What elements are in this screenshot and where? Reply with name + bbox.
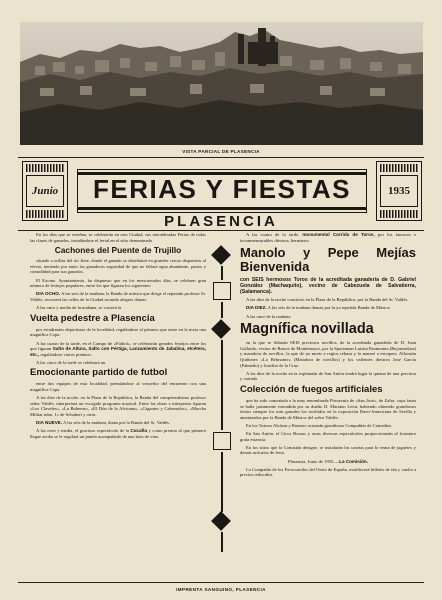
casetas-text: En los sitios que la Comisión designe, se instalarán las casetas para la venta de juguetes y demás artículos de feria. (240, 444, 416, 456)
heading-futbol: Emocionante partido de futbol (30, 367, 168, 379)
teatros-text: En los Teatros Alcázar y Romero actuarán grandiosas Compañías de Comedias. (246, 422, 393, 428)
pirotecnia-text: que ha sido contratada a la muy renombrada Pirotecnia de «San José», de Zafra, cuya fama se halla justamente extendida por su dueño D. Mariano León, habiendo obtenido grandiosos éxitos siempre los más grandes los recibidos en la exposición Ibero-Americana de Sevilla y amenizados por la Banda de Música del señor Valdés. (240, 397, 416, 420)
ferrocarriles-text: La Compañía de los Ferrocarriles del Oeste de España, establecerá billetes de ida y vuelta a precios reducidos. (240, 466, 416, 478)
month-label: Junio (31, 185, 59, 197)
novillada-text: en la que se lidiarán SEIS preciosos novillos, de la acreditada ganadería de D. Juan Gallardo, vecino de Barros de Montemayor, por la Sportsman Luisita Paramonta (Rejoneadora) y matadora de novillos, la que de no morir a regíos rehusa y la mataré a estoques; Alfonsita Quiñones «La Belmonte» (Matadora de novillos) y los valientes diestros José García (Palmeño) y Josefito de la Cruz. (240, 340, 416, 368)
main-title: FERIAS Y FIESTAS (92, 174, 352, 204)
left-column (30, 232, 206, 442)
year-label: 1935 (388, 185, 410, 197)
san-anton-text: A las diez de la noche en la explanada de San Antón tendrá lugar la quema de una preciosa y variada (240, 370, 416, 382)
dia-nueve-label: DIA NUEVE. (36, 420, 63, 426)
title-frame (77, 169, 367, 213)
town-panorama-photo (20, 22, 423, 145)
heading-cachones: Cachones del Puente de Trujillo (54, 245, 182, 256)
printer-credit: IMPRENTA SANGUINO, PLASENCIA (176, 587, 266, 592)
month-box (22, 161, 68, 221)
heading-vuelta: Vuelta pedestre a Plasencia (30, 312, 155, 324)
dia-diez-text: DIA DIEZ. A las seis de la mañana dianas por la ya repetida Banda de Música. (246, 305, 391, 311)
cucana-text: A las once y media, el gracioso espectáculo de la Cucaña y como premio al que primero llegue arriba se le regalará un jamón acompañado de una bota de vino. (30, 428, 206, 439)
once-media-text: A las once y media de la mañana, se correrá la (36, 305, 122, 311)
ganaderia-text: con SEIS hermosos Toros de la acreditada ganadería de D. Gabriel González (Machaquito), vecino de Cabezuela de Salvatierra, (Salamanca). (240, 277, 416, 296)
corrida-intro-text: A las cuatro de la tarde, monumental Corrida de Toros, por los famosos e inconmensurables diestros, hermanos (240, 232, 417, 243)
cachones-text: situado a orillas del río Jerte, donde el ganado se distribuirá en grandes cercas dispuestas al efecto, teniendo por tanto los ganaderos seguridad de que no faltará agua abundante, pastos y comodidad para sus ganados. (30, 258, 206, 275)
dia-ocho-text: DIA OCHO. A las seis de la mañana, la Banda de música que dirige el reputado profesor Sr. Valdés, recorrerá las calles de la Ciudad tocando alegres dianas. (30, 291, 206, 302)
city-title: PLASENCIA (164, 213, 278, 230)
right-column (240, 232, 416, 481)
heading-novillada: Magnífica novillada (240, 321, 374, 338)
intro-text: En los días que se reseñan, se celebrarán en esta Ciudad, sus renombradas Ferias de todas las clases de ganados, instalándose el ferial en el sitio denominado (30, 232, 206, 243)
concierto-text: A las diez de la noche, en la Plaza de la República, la Banda del competentísimo profesor señor Valdés, interpretará un escogido programa musical. Entre las obras a interpretar figuran «Los Claveles», «La Boheme», «El Dúo de la Africana», «Gigantes y Cabezudos», «Marcha Militar núm. 1» de Schubert y otras. (30, 395, 206, 418)
dia-diez-label: DIA DIEZ. (246, 305, 267, 311)
dia-nueve-text: DIA NUEVE. A las seis de la mañana, diana por la Banda del Sr. Valdés. (36, 420, 170, 426)
photo-caption: VISTA PARCIAL DE PLASENCIA (182, 149, 260, 154)
year-box (376, 161, 422, 221)
partido-intro-text: A las cinco de la tarde se celebrará un (36, 359, 106, 365)
dia-ocho-label: DIA OCHO. (36, 291, 61, 297)
heading-bienvenida: Manolo y Pepe Mejías Bienvenida (240, 245, 416, 275)
once-manana-text: A las once de la mañana (246, 313, 291, 319)
heading-fuegos: Colección de fuegos artificiales (240, 383, 383, 395)
ayuntamiento-text: El Excmo. Ayuntamiento, ha dispuesto que en los mencionados días, se celebren gran número de festejos populares, entre los que figuran los siguientes: (30, 277, 206, 289)
signature-line: Plasencia, Junio de 1935.—La Comisión. (287, 458, 368, 464)
vuelta-text: por estudiantes deportistas de la localidad, regalándose al primero que entre en la meta una magnífica Copa. (30, 326, 206, 338)
circo-text: En San Antón, el Circo Borzas y otras diversas espectáculos proporcionarán al forastero grata estancia. (240, 431, 416, 442)
bottom-rule (18, 582, 424, 583)
center-ornament (211, 244, 233, 560)
concierto-noche-text: A las diez de la noche concierto en la Plaza de la República, por la Banda del Sr. Valdés. (246, 297, 409, 303)
futbol-text: entre dos equipos de esta localidad, premiándose al vencedor del encuentro con una magnífica Copa. (30, 381, 206, 393)
middle-rule (18, 230, 424, 231)
top-rule (18, 157, 424, 158)
futbol-campo-text: A las cuatro de la tarde, en el Campo de «Fútbol», se celebrarán grandes festejos entre los que figuran Salto de Altura, Salto con Pértiga, Lanzamiento de Jabalina, etcétera, etc., regalándose varios premios. (30, 340, 206, 357)
